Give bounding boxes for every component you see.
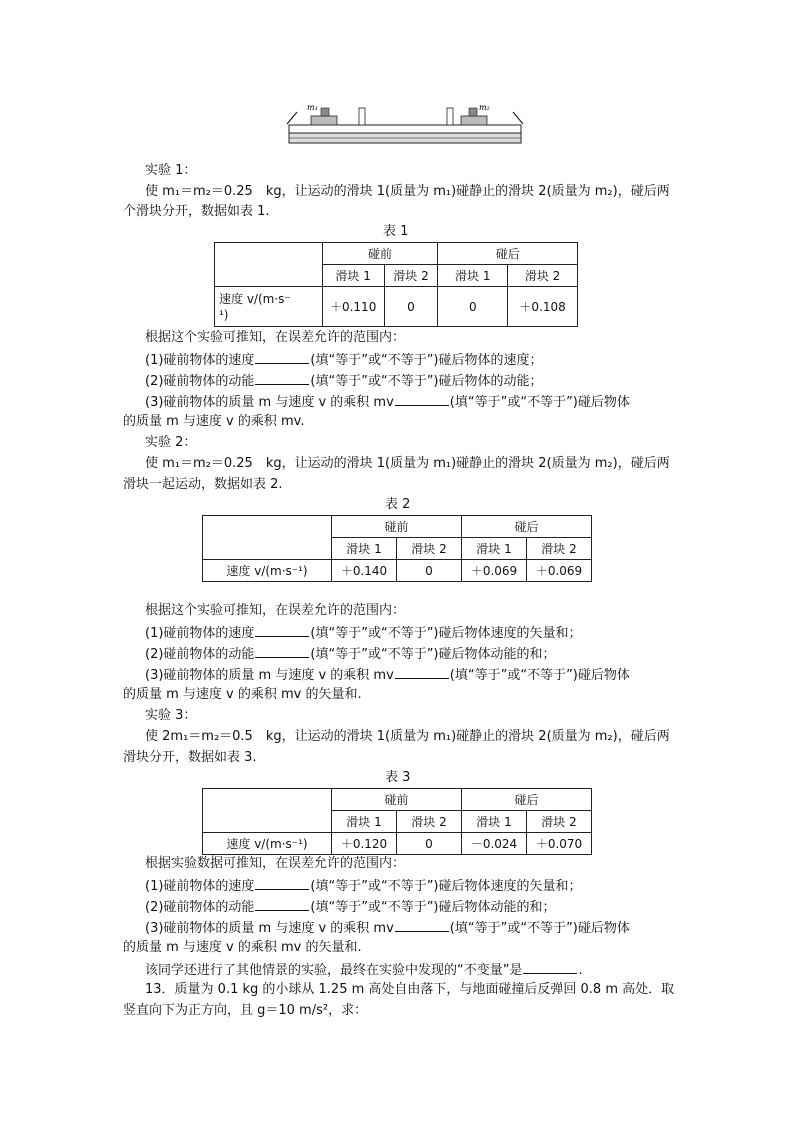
table-1-col: 滑块 1 (438, 265, 508, 287)
exp2-table-title: 表 2 (385, 497, 411, 512)
exp1-q2-b: (填“等于”或“不等于”)碰后物体的动能； (310, 374, 543, 389)
exp3-q1-blank[interactable] (255, 876, 309, 890)
exp1-desc-a: 使 m₁＝m₂＝0.25 kg，让运动的滑块 1(质量为 m₁)碰静止的滑块 2(质量为 m₂)，碰后两 (145, 184, 670, 199)
table-1-cell: ＋0.110 (322, 287, 384, 327)
exp3-q3-blank[interactable] (395, 918, 449, 932)
table-1-col: 滑块 2 (384, 265, 438, 287)
exp1-conclusion: 根据这个实验可推知，在误差允许的范围内： (145, 330, 406, 345)
final-blank[interactable] (523, 960, 577, 974)
exp3-q3-b: (填“等于”或“不等于”)碰后物体 (449, 921, 630, 936)
table-3-col: 滑块 2 (397, 811, 462, 833)
table-3-corner (203, 789, 332, 833)
exp1-q3-cont: 的质量 m 与速度 v 的乘积 mv. (123, 414, 305, 429)
exp2-q2-a: (2)碰前物体的动能 (145, 647, 255, 662)
table-1-row-label (215, 287, 323, 327)
table-2-col: 滑块 1 (332, 538, 397, 560)
table-1-cell: 0 (384, 287, 438, 327)
exp2-conclusion: 根据这个实验可推知，在误差允许的范围内： (145, 603, 406, 618)
exp1-q2 (145, 371, 543, 391)
exp1-q3-b: (填“等于”或“不等于”)碰后物体 (449, 395, 630, 410)
exp2-q2 (145, 644, 556, 664)
exp3-conclusion: 根据实验数据可推知，在误差允许的范围内： (145, 856, 406, 871)
table-1-group-after: 碰后 (438, 243, 578, 265)
table-2-col: 滑块 2 (527, 538, 592, 560)
exp3-desc-a: 使 2m₁＝m₂＝0.5 kg，让运动的滑块 1(质量为 m₁)碰静止的滑块 2(质量为 m₂)，碰后两 (145, 729, 670, 744)
exp2-q1 (145, 623, 582, 643)
table-3 (202, 788, 592, 855)
exp2-heading: 实验 2： (145, 435, 197, 450)
final-statement (145, 960, 583, 980)
exp3-q2-b: (填“等于”或“不等于”)碰后物体动能的和； (310, 900, 556, 915)
q13-line-a: 13．质量为 0.1 kg 的小球从 1.25 m 高处自由落下，与地面碰撞后反弹回 0.8 m 高处．取 (145, 982, 675, 997)
table-2-cell: 0 (397, 560, 462, 582)
exp3-q3 (145, 918, 630, 938)
exp2-q1-b: (填“等于”或“不等于”)碰后物体速度的矢量和； (310, 626, 582, 641)
table-3-col: 滑块 1 (332, 811, 397, 833)
q13-line-b: 竖直向下为正方向，且 g＝10 m/s²，求： (123, 1003, 368, 1018)
exp3-q1-b: (填“等于”或“不等于”)碰后物体速度的矢量和； (310, 879, 582, 894)
exp3-q2-blank[interactable] (255, 897, 309, 911)
table-2-corner (203, 516, 332, 560)
exp3-heading: 实验 3： (145, 708, 197, 723)
exp3-q2 (145, 897, 556, 917)
exp2-desc-a: 使 m₁＝m₂＝0.25 kg，让运动的滑块 1(质量为 m₁)碰静止的滑块 2(质量为 m₂)，碰后两 (145, 456, 670, 471)
exp1-q1-a: (1)碰前物体的速度 (145, 353, 255, 368)
table-1-row-label-a: 速度 v/(m·s⁻ (219, 291, 291, 306)
table-2-row-label: 速度 v/(m·s⁻¹) (203, 560, 332, 582)
exp2-q2-blank[interactable] (255, 644, 309, 658)
exp1-q3-blank[interactable] (395, 392, 449, 406)
final-statement-b: . (578, 963, 583, 978)
table-3-cell: 0 (397, 833, 462, 855)
table-1-row-label-b: ¹) (219, 307, 229, 322)
exp1-q3-a: (3)碰前物体的质量 m 与速度 v 的乘积 mv (145, 395, 394, 410)
exp1-desc-b: 个滑块分开，数据如表 1. (123, 204, 270, 219)
table-2-group-after: 碰后 (462, 516, 592, 538)
table-1-corner (215, 243, 323, 287)
exp1-q2-blank[interactable] (255, 371, 309, 385)
exp2-q3-a: (3)碰前物体的质量 m 与速度 v 的乘积 mv (145, 668, 394, 683)
exp2-q3 (145, 665, 630, 685)
exp1-heading: 实验 1： (145, 163, 197, 178)
table-3-cell: ＋0.070 (527, 833, 592, 855)
table-3-col: 滑块 1 (462, 811, 527, 833)
exp3-q1 (145, 876, 582, 896)
exp1-q1-b: (填“等于”或“不等于”)碰后物体的速度； (310, 353, 543, 368)
final-statement-a: 该同学还进行了其他情景的实验，最终在实验中发现的“不变量”是 (145, 963, 523, 978)
table-3-group-before: 碰前 (332, 789, 462, 811)
exp1-q1 (145, 350, 543, 370)
exp1-q2-a: (2)碰前物体的动能 (145, 374, 255, 389)
exp3-q2-a: (2)碰前物体的动能 (145, 900, 255, 915)
table-1-col: 滑块 1 (322, 265, 384, 287)
table-2-cell: ＋0.140 (332, 560, 397, 582)
exp3-table-title: 表 3 (385, 770, 411, 785)
exp1-q1-blank[interactable] (255, 350, 309, 364)
label-m2: m₂ (479, 103, 490, 112)
table-3-cell: ＋0.120 (332, 833, 397, 855)
exp2-q3-b: (填“等于”或“不等于”)碰后物体 (449, 668, 630, 683)
table-3-row-label: 速度 v/(m·s⁻¹) (203, 833, 332, 855)
exp3-q1-a: (1)碰前物体的速度 (145, 879, 255, 894)
table-1-cell: ＋0.108 (508, 287, 578, 327)
label-m1: m₁ (307, 103, 318, 112)
table-1 (214, 242, 578, 327)
table-2-cell: ＋0.069 (527, 560, 592, 582)
exp3-desc-b: 滑块分开，数据如表 3. (123, 750, 257, 765)
exp2-q3-cont: 的质量 m 与速度 v 的乘积 mv 的矢量和. (123, 687, 362, 702)
exp1-q3 (145, 392, 630, 412)
exp3-q3-a: (3)碰前物体的质量 m 与速度 v 的乘积 mv (145, 921, 394, 936)
table-2-group-before: 碰前 (332, 516, 462, 538)
table-2-cell: ＋0.069 (462, 560, 527, 582)
table-1-group-before: 碰前 (322, 243, 438, 265)
exp2-desc-b: 滑块一起运动，数据如表 2. (123, 477, 283, 492)
table-2 (202, 515, 592, 582)
exp2-q3-blank[interactable] (395, 665, 449, 679)
table-3-group-after: 碰后 (462, 789, 592, 811)
exp3-q3-cont: 的质量 m 与速度 v 的乘积 mv 的矢量和. (123, 940, 362, 955)
exp2-q1-a: (1)碰前物体的速度 (145, 626, 255, 641)
exp2-q2-b: (填“等于”或“不等于”)碰后物体动能的和； (310, 647, 556, 662)
table-2-col: 滑块 2 (397, 538, 462, 560)
exp2-q1-blank[interactable] (255, 623, 309, 637)
table-2-col: 滑块 1 (462, 538, 527, 560)
table-1-cell: 0 (438, 287, 508, 327)
table-3-col: 滑块 2 (527, 811, 592, 833)
table-3-cell: －0.024 (462, 833, 527, 855)
air-track-figure (285, 100, 525, 150)
exp1-table-title: 表 1 (383, 224, 409, 239)
table-1-col: 滑块 2 (508, 265, 578, 287)
